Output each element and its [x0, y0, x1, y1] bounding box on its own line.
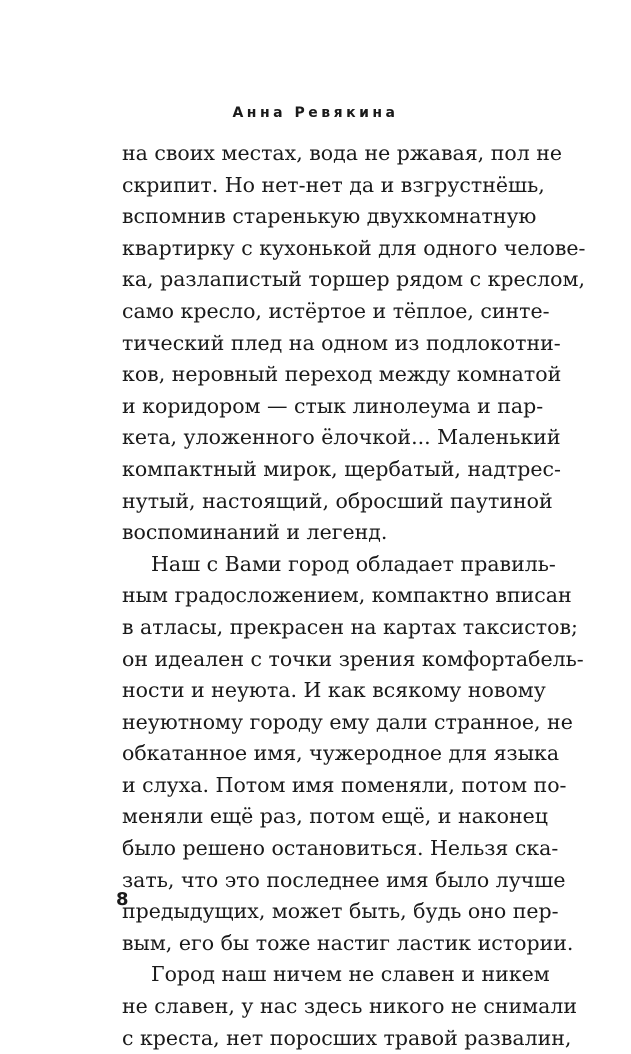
running-head: Анна Ревякина [232, 105, 399, 121]
text-line: кета, уложенного ёлочкой... Маленький [122, 425, 561, 450]
text-line: и слуха. Потом имя поменяли, потом по- [122, 772, 567, 797]
text-line: не славен, у нас здесь никого не снимали [122, 994, 578, 1019]
text-line: нутый, настоящий, обросший паутиной [122, 488, 553, 513]
text-line: квартирку с кухонькой для одного челове- [122, 235, 586, 260]
text-line: обкатанное имя, чужеродное для языка [122, 741, 560, 766]
text-line: воспоминаний и легенд. [122, 520, 388, 545]
text-line: ности и неуюта. И как всякому новому [122, 678, 546, 703]
text-line: ков, неровный переход между комнатой [122, 362, 562, 387]
text-line: он идеален с точки зрения комфортабель- [122, 646, 584, 671]
text-line: тический плед на одном из подлокотни- [122, 330, 561, 355]
text-line: было решено остановиться. Нельзя ска- [122, 836, 559, 861]
text-line: ным градосложением, компактно вписан [122, 583, 572, 608]
text-line: Город наш ничем не славен и никем [151, 962, 550, 987]
text-line: и коридором — стык линолеума и пар- [122, 393, 544, 418]
body-text [122, 138, 586, 1054]
text-line: вспомнив старенькую двухкомнатную [122, 204, 537, 229]
text-line: предыдущих, может быть, будь оно пер- [122, 899, 559, 924]
text-line: компактный мирок, щербатый, надтрес- [122, 456, 561, 481]
text-line: с креста, нет поросших травой развалин, [122, 1025, 572, 1050]
text-line: в атласы, прекрасен на картах таксистов; [122, 614, 578, 639]
text-line: зать, что это последнее имя было лучше [122, 867, 566, 892]
text-line: скрипит. Но нет-нет да и взгрустнёшь, [122, 172, 545, 197]
text-line: Наш с Вами город обладает правиль- [151, 551, 556, 576]
text-line: неуютному городу ему дали странное, не [122, 709, 573, 734]
text-line: ка, разлапистый торшер рядом с креслом, [122, 267, 585, 292]
text-line: на своих местах, вода не ржавая, пол не [122, 141, 563, 165]
text-line: меняли ещё раз, потом ещё, и наконец [122, 804, 548, 829]
text-line: вым, его бы тоже настиг ластик истории. [122, 930, 574, 955]
page-number: 8 [116, 889, 129, 910]
text-line: само кресло, истёртое и тёплое, синте- [122, 298, 550, 323]
